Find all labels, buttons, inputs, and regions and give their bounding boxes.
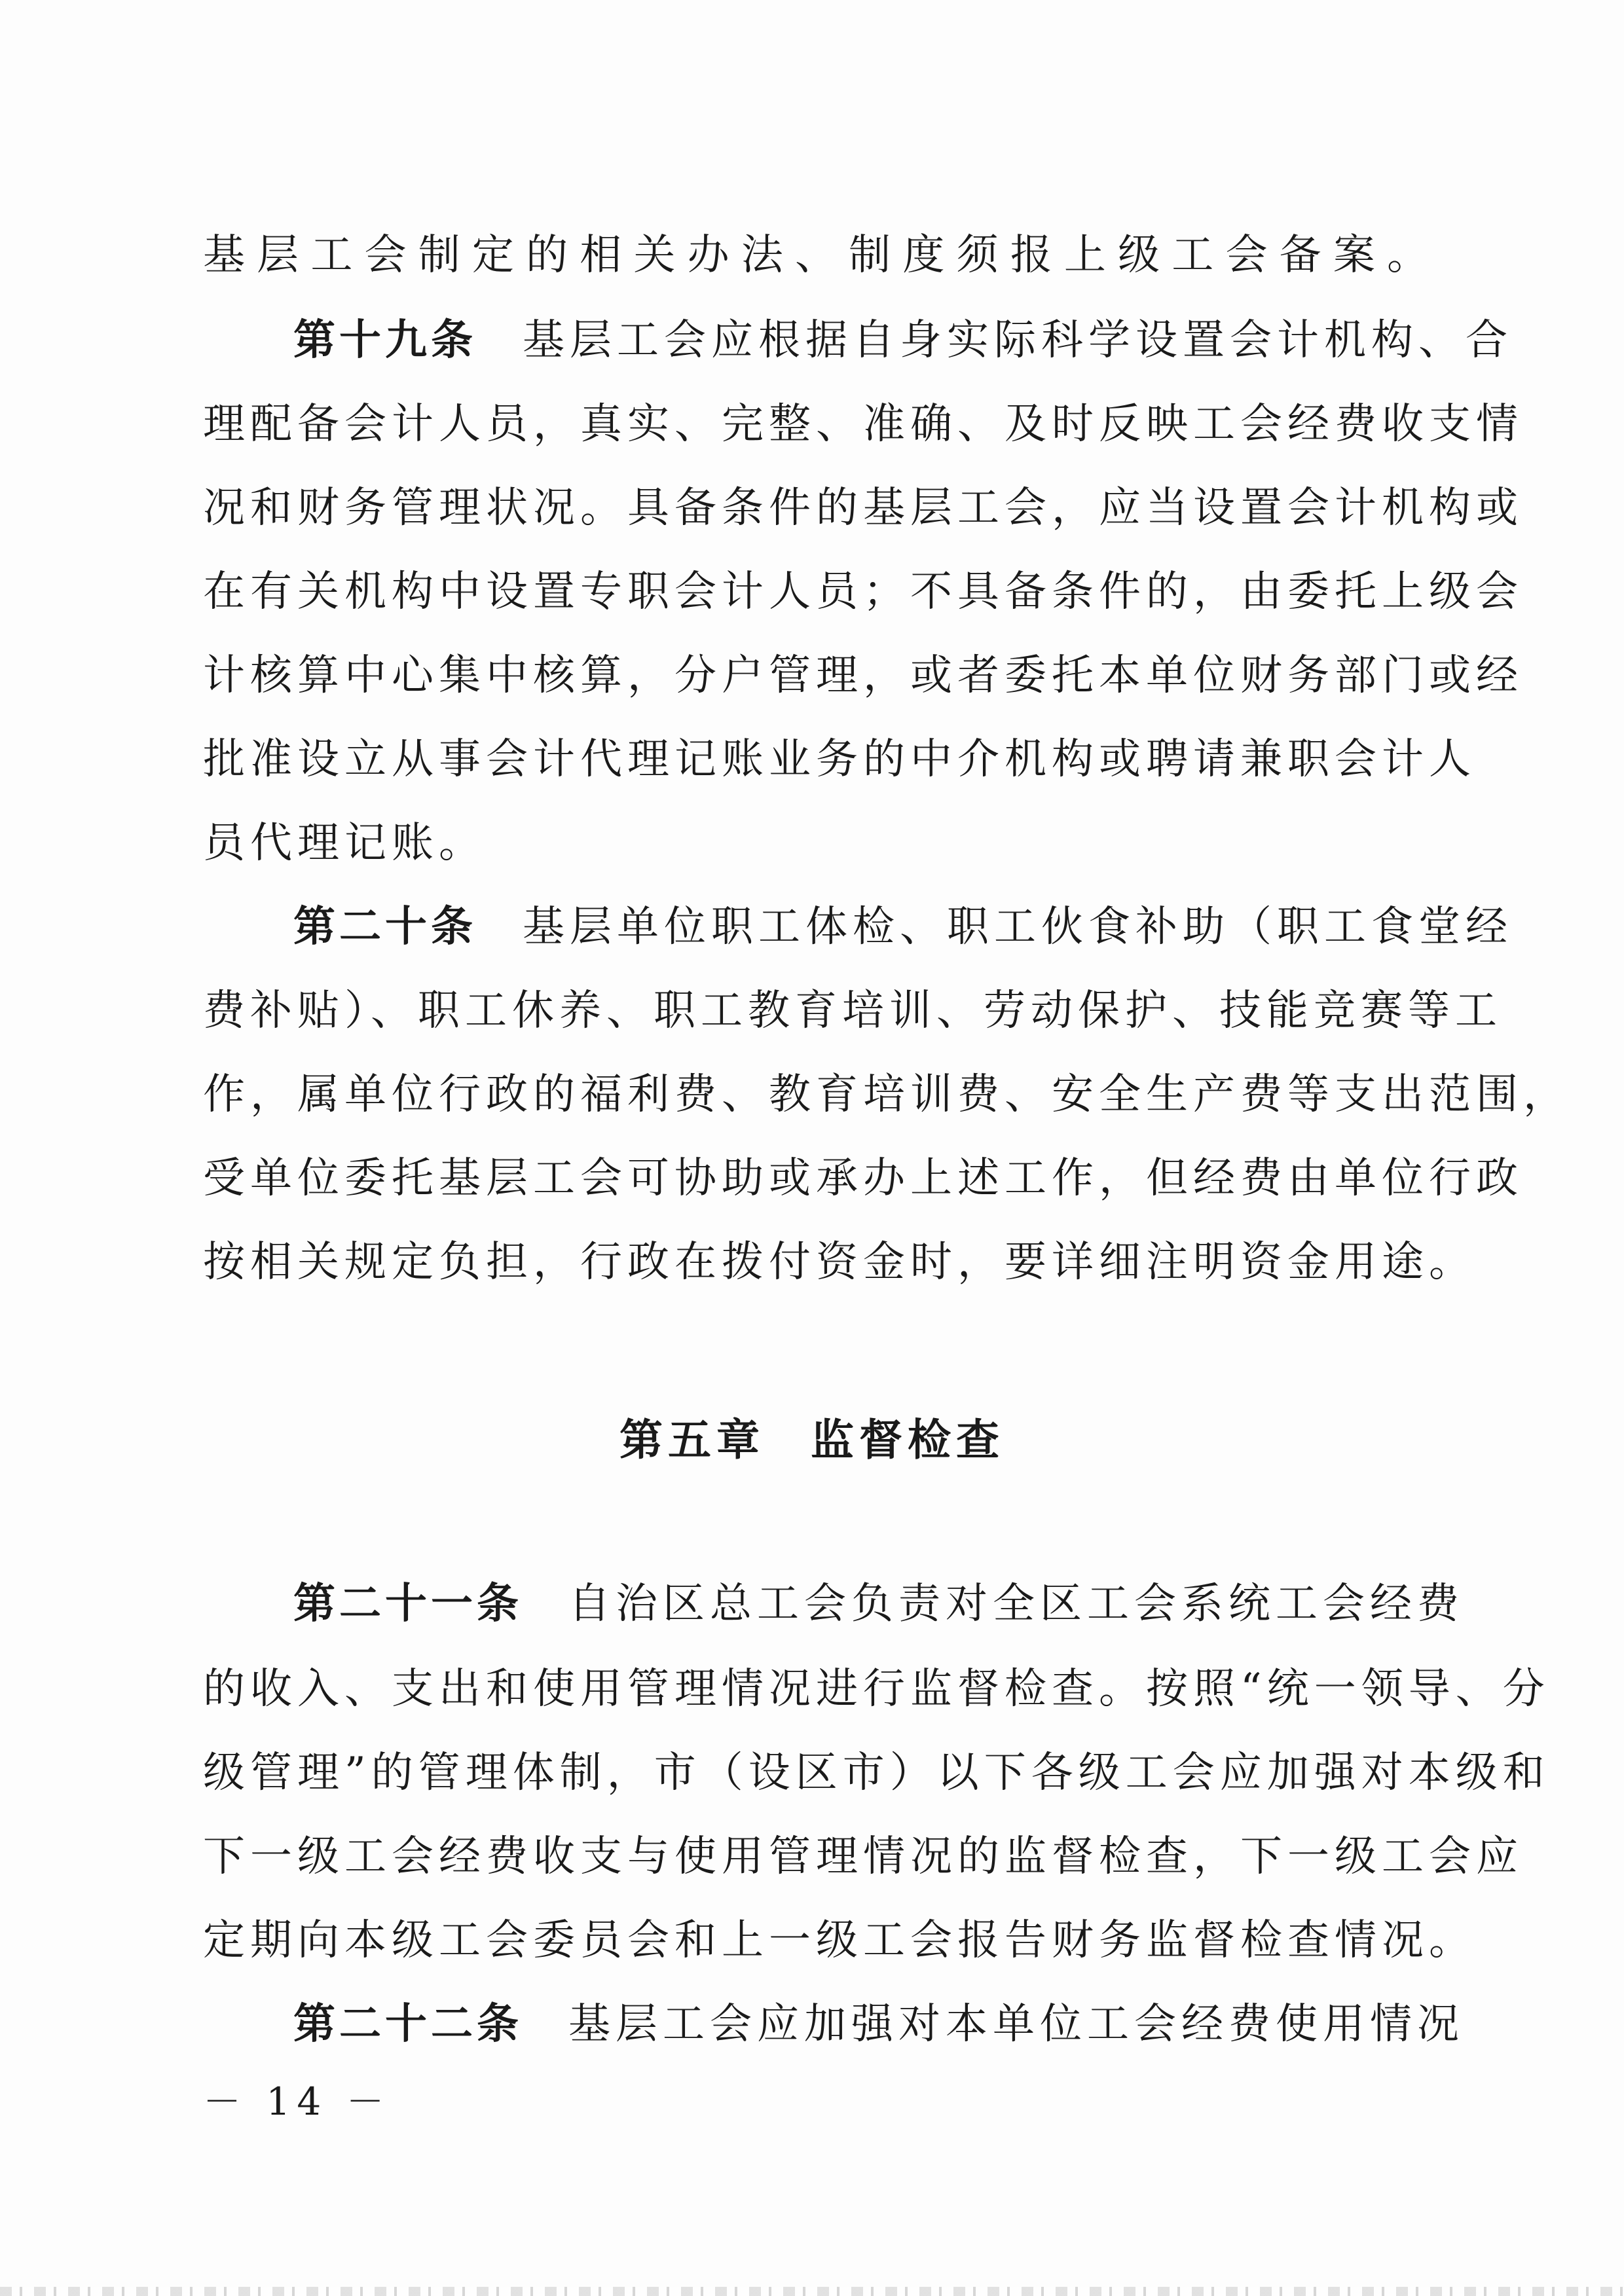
text-line: 定期向本级工会委员会和上一级工会报告财务监督检查情况。 xyxy=(203,1916,1476,1965)
text-line: 受单位委托基层工会可协助或承办上述工作，但经费由单位行政 xyxy=(203,1154,1523,1203)
article-22-line: 第二十二条 基层工会应加强对本单位工会经费使用情况 xyxy=(293,2000,1464,2049)
scan-artifact-strip xyxy=(0,2287,1624,2296)
article-heading: 第二十条 xyxy=(293,903,477,951)
text-line: 在有关机构中设置专职会计人员；不具备条件的，由委托上级会 xyxy=(203,568,1523,616)
article-19-line: 第十九条 基层工会应根据自身实际科学设置会计机构、合 xyxy=(293,316,1513,365)
article-heading: 第十九条 xyxy=(293,316,477,365)
chapter-title: 监督检查 xyxy=(811,1415,1005,1465)
text-line: 员代理记账。 xyxy=(203,819,486,867)
text-line: 的收入、支出和使用管理情况进行监督检查。按照“统一领导、分 xyxy=(203,1665,1550,1713)
text-line: 计核算中心集中核算，分户管理，或者委托本单位财务部门或经 xyxy=(203,651,1523,700)
article-heading: 第二十一条 xyxy=(293,1580,523,1628)
text-line: 级管理”的管理体制，市（设区市）以下各级工会应加强对本级和 xyxy=(203,1749,1550,1797)
text-line: 作，属单位行政的福利费、教育培训费、安全生产费等支出范围， xyxy=(203,1070,1570,1119)
text-line: 理配备会计人员，真实、完整、准确、及时反映工会经费收支情 xyxy=(203,400,1523,448)
text-line: 况和财务管理状况。具备条件的基层工会，应当设置会计机构或 xyxy=(203,484,1523,532)
text-line: 费补贴）、职工休养、职工教育培训、劳动保护、技能竞赛等工 xyxy=(203,987,1502,1035)
text-line: 批准设立从事会计代理记账业务的中介机构或聘请兼职会计人 xyxy=(203,735,1476,784)
text-line: 基层工会制定的相关办法、制度须报上级工会备案。 xyxy=(203,231,1434,280)
text-line: 按相关规定负担，行政在拨付资金时，要详细注明资金用途。 xyxy=(203,1238,1476,1286)
chapter-heading xyxy=(0,1414,1624,1467)
article-21-line: 第二十一条 自治区总工会负责对全区工会系统工会经费 xyxy=(293,1580,1464,1628)
article-20-line: 第二十条 基层单位职工体检、职工伙食补助（职工食堂经 xyxy=(293,903,1513,951)
chapter-number: 第五章 xyxy=(619,1415,765,1465)
article-heading: 第二十二条 xyxy=(293,2000,523,2049)
text-line: 下一级工会经费收支与使用管理情况的监督检查，下一级工会应 xyxy=(203,1832,1523,1881)
page-number: － 14 － xyxy=(203,2079,391,2124)
